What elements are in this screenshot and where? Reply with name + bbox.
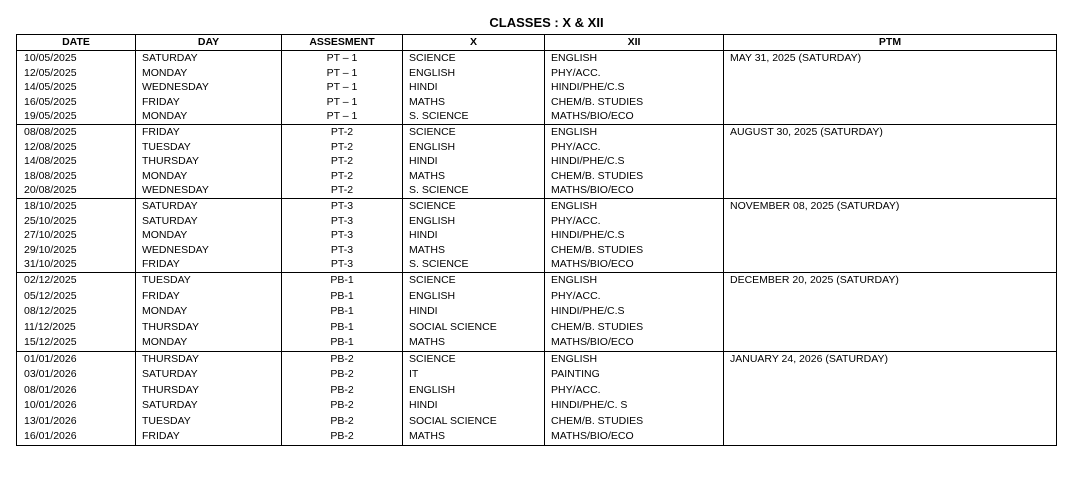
cell-assessment: PB-2 (282, 383, 403, 399)
cell-xii-subject: CHEM/B. STUDIES (545, 320, 724, 336)
cell-x-subject: SCIENCE (403, 124, 545, 139)
header-xii: XII (545, 35, 724, 51)
header-date: DATE (17, 35, 136, 51)
cell-date: 08/12/2025 (17, 304, 136, 320)
cell-xii-subject: PHY/ACC. (545, 214, 724, 229)
cell-assessment: PT – 1 (282, 51, 403, 66)
cell-assessment: PT – 1 (282, 66, 403, 81)
cell-day: MONDAY (136, 109, 282, 124)
cell-x-subject: HINDI (403, 80, 545, 95)
table-body (17, 51, 1057, 446)
table-row (17, 51, 1057, 66)
table-row (17, 124, 1057, 139)
cell-date: 08/08/2025 (17, 124, 136, 139)
cell-assessment: PT – 1 (282, 109, 403, 124)
cell-ptm-date: MAY 31, 2025 (SATURDAY) (724, 51, 1057, 125)
cell-assessment: PT-3 (282, 257, 403, 272)
cell-xii-subject: HINDI/PHE/C.S (545, 228, 724, 243)
cell-date: 02/12/2025 (17, 272, 136, 288)
cell-xii-subject: HINDI/PHE/C.S (545, 304, 724, 320)
cell-assessment: PT-2 (282, 169, 403, 184)
cell-date: 01/01/2026 (17, 351, 136, 367)
cell-day: TUESDAY (136, 272, 282, 288)
cell-x-subject: ENGLISH (403, 289, 545, 305)
cell-assessment: PT – 1 (282, 95, 403, 110)
cell-x-subject: HINDI (403, 304, 545, 320)
cell-xii-subject: MATHS/BIO/ECO (545, 429, 724, 445)
cell-date: 14/05/2025 (17, 80, 136, 95)
cell-date: 13/01/2026 (17, 414, 136, 430)
cell-x-subject: SCIENCE (403, 351, 545, 367)
cell-day: TUESDAY (136, 140, 282, 155)
cell-x-subject: MATHS (403, 429, 545, 445)
cell-x-subject: SOCIAL SCIENCE (403, 320, 545, 336)
cell-date: 27/10/2025 (17, 228, 136, 243)
cell-assessment: PT-3 (282, 243, 403, 258)
cell-x-subject: ENGLISH (403, 140, 545, 155)
cell-x-subject: SCIENCE (403, 198, 545, 213)
cell-day: MONDAY (136, 304, 282, 320)
cell-day: SATURDAY (136, 51, 282, 66)
cell-assessment: PB-2 (282, 414, 403, 430)
cell-x-subject: S. SCIENCE (403, 109, 545, 124)
cell-xii-subject: PHY/ACC. (545, 66, 724, 81)
cell-day: MONDAY (136, 228, 282, 243)
cell-assessment: PB-2 (282, 429, 403, 445)
cell-x-subject: S. SCIENCE (403, 257, 545, 272)
cell-x-subject: MATHS (403, 335, 545, 351)
cell-date: 18/08/2025 (17, 169, 136, 184)
cell-date: 31/10/2025 (17, 257, 136, 272)
header-assessment: ASSESMENT (282, 35, 403, 51)
cell-day: WEDNESDAY (136, 80, 282, 95)
cell-day: FRIDAY (136, 429, 282, 445)
cell-assessment: PB-1 (282, 289, 403, 305)
cell-date: 10/01/2026 (17, 398, 136, 414)
cell-assessment: PT-3 (282, 228, 403, 243)
cell-x-subject: S. SCIENCE (403, 183, 545, 198)
cell-xii-subject: CHEM/B. STUDIES (545, 169, 724, 184)
cell-assessment: PT-2 (282, 154, 403, 169)
table-row (17, 198, 1057, 213)
cell-x-subject: ENGLISH (403, 383, 545, 399)
cell-assessment: PB-1 (282, 272, 403, 288)
cell-xii-subject: CHEM/B. STUDIES (545, 414, 724, 430)
cell-day: MONDAY (136, 169, 282, 184)
cell-day: TUESDAY (136, 414, 282, 430)
cell-xii-subject: MATHS/BIO/ECO (545, 109, 724, 124)
cell-assessment: PB-2 (282, 367, 403, 383)
table-row (17, 351, 1057, 367)
cell-ptm-date: JANUARY 24, 2026 (SATURDAY) (724, 351, 1057, 445)
cell-x-subject: SCIENCE (403, 51, 545, 66)
cell-day: THURSDAY (136, 320, 282, 336)
cell-xii-subject: PHY/ACC. (545, 140, 724, 155)
cell-x-subject: HINDI (403, 398, 545, 414)
cell-x-subject: HINDI (403, 154, 545, 169)
cell-xii-subject: MATHS/BIO/ECO (545, 183, 724, 198)
cell-xii-subject: CHEM/B. STUDIES (545, 243, 724, 258)
cell-date: 18/10/2025 (17, 198, 136, 213)
page-title: CLASSES : X & XII (489, 15, 604, 30)
cell-day: SATURDAY (136, 198, 282, 213)
cell-xii-subject: MATHS/BIO/ECO (545, 335, 724, 351)
cell-day: FRIDAY (136, 124, 282, 139)
cell-xii-subject: HINDI/PHE/C. S (545, 398, 724, 414)
cell-xii-subject: ENGLISH (545, 272, 724, 288)
cell-date: 03/01/2026 (17, 367, 136, 383)
cell-x-subject: MATHS (403, 95, 545, 110)
cell-date: 14/08/2025 (17, 154, 136, 169)
cell-date: 11/12/2025 (17, 320, 136, 336)
cell-ptm-date: NOVEMBER 08, 2025 (SATURDAY) (724, 198, 1057, 272)
cell-xii-subject: PAINTING (545, 367, 724, 383)
cell-day: WEDNESDAY (136, 183, 282, 198)
cell-date: 08/01/2026 (17, 383, 136, 399)
cell-day: FRIDAY (136, 257, 282, 272)
cell-x-subject: SCIENCE (403, 272, 545, 288)
exam-schedule-table (16, 34, 1057, 446)
cell-date: 05/12/2025 (17, 289, 136, 305)
cell-day: MONDAY (136, 335, 282, 351)
cell-day: FRIDAY (136, 95, 282, 110)
cell-assessment: PT-3 (282, 198, 403, 213)
cell-day: WEDNESDAY (136, 243, 282, 258)
cell-assessment: PB-1 (282, 304, 403, 320)
cell-date: 19/05/2025 (17, 109, 136, 124)
cell-xii-subject: ENGLISH (545, 198, 724, 213)
cell-x-subject: MATHS (403, 243, 545, 258)
table-row (17, 272, 1057, 288)
cell-date: 16/01/2026 (17, 429, 136, 445)
cell-xii-subject: ENGLISH (545, 351, 724, 367)
table-header (17, 35, 1057, 51)
cell-day: SATURDAY (136, 398, 282, 414)
cell-assessment: PT-3 (282, 214, 403, 229)
cell-date: 12/05/2025 (17, 66, 136, 81)
cell-x-subject: SOCIAL SCIENCE (403, 414, 545, 430)
cell-x-subject: MATHS (403, 169, 545, 184)
cell-assessment: PB-1 (282, 335, 403, 351)
cell-date: 20/08/2025 (17, 183, 136, 198)
cell-xii-subject: MATHS/BIO/ECO (545, 257, 724, 272)
cell-date: 15/12/2025 (17, 335, 136, 351)
cell-day: THURSDAY (136, 154, 282, 169)
cell-date: 25/10/2025 (17, 214, 136, 229)
cell-day: THURSDAY (136, 351, 282, 367)
cell-assessment: PB-1 (282, 320, 403, 336)
cell-x-subject: ENGLISH (403, 66, 545, 81)
cell-x-subject: IT (403, 367, 545, 383)
cell-x-subject: ENGLISH (403, 214, 545, 229)
cell-xii-subject: HINDI/PHE/C.S (545, 80, 724, 95)
header-day: DAY (136, 35, 282, 51)
cell-day: FRIDAY (136, 289, 282, 305)
cell-xii-subject: HINDI/PHE/C.S (545, 154, 724, 169)
header-row (17, 35, 1057, 51)
cell-assessment: PB-2 (282, 351, 403, 367)
cell-xii-subject: PHY/ACC. (545, 383, 724, 399)
cell-day: THURSDAY (136, 383, 282, 399)
cell-day: MONDAY (136, 66, 282, 81)
cell-date: 10/05/2025 (17, 51, 136, 66)
cell-assessment: PB-2 (282, 398, 403, 414)
cell-xii-subject: PHY/ACC. (545, 289, 724, 305)
cell-date: 16/05/2025 (17, 95, 136, 110)
header-ptm: PTM (724, 35, 1057, 51)
cell-assessment: PT-2 (282, 140, 403, 155)
cell-ptm-date: AUGUST 30, 2025 (SATURDAY) (724, 124, 1057, 198)
cell-day: SATURDAY (136, 214, 282, 229)
cell-day: SATURDAY (136, 367, 282, 383)
cell-x-subject: HINDI (403, 228, 545, 243)
cell-assessment: PT – 1 (282, 80, 403, 95)
cell-date: 29/10/2025 (17, 243, 136, 258)
cell-xii-subject: ENGLISH (545, 51, 724, 66)
cell-ptm-date: DECEMBER 20, 2025 (SATURDAY) (724, 272, 1057, 351)
cell-assessment: PT-2 (282, 124, 403, 139)
header-x: X (403, 35, 545, 51)
cell-assessment: PT-2 (282, 183, 403, 198)
cell-xii-subject: CHEM/B. STUDIES (545, 95, 724, 110)
cell-date: 12/08/2025 (17, 140, 136, 155)
cell-xii-subject: ENGLISH (545, 124, 724, 139)
